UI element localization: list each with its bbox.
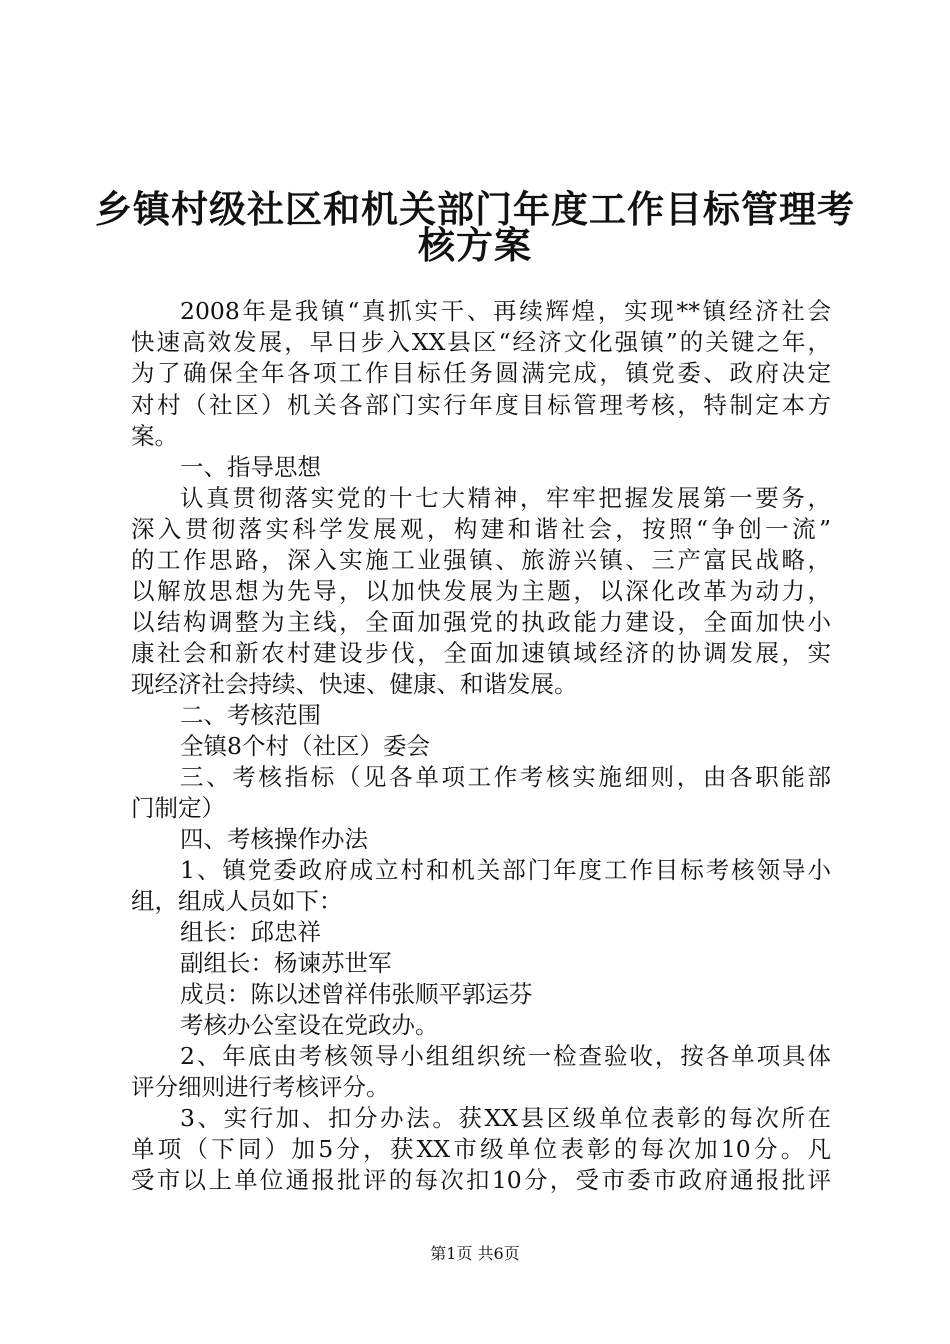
paragraph-intro-line: 对村（社区）机关各部门实行年度目标管理考核，特制定本方 [131,391,831,419]
paragraph-scope-line: 全镇8个村（社区）委会 [180,732,430,760]
section-heading-methods: 四、考核操作办法 [180,825,368,853]
office-line: 考核办公室设在党政办。 [180,1011,439,1039]
deputy-leader-line: 副组长：杨谏苏世军 [180,949,392,977]
page-number-footer: 第1页 共6页 [430,1244,520,1263]
document-title-line-1: 乡镇村级社区和机关部门年度工作目标管理考 [95,187,855,231]
paragraph-scoring-line: 受市以上单位通报批评的每次扣10分，受市委市政府通报批评 [131,1166,831,1194]
paragraph-intro-line: 快速高效发展，早日步入XX县区“经济文化强镇”的关键之年， [131,328,831,356]
paragraph-scoring-line: 单项（下同）加5分，获XX市级单位表彰的每次加10分。凡 [131,1135,831,1163]
members-line: 成员：陈以述曾祥伟张顺平郭运芬 [180,980,533,1008]
paragraph-methods-line: 1、镇党委政府成立村和机关部门年度工作目标考核领导小 [180,856,831,884]
paragraph-inspection-line: 2、年底由考核领导小组组织统一检查验收，按各单项具体 [180,1042,831,1070]
paragraph-guiding-line: 认真贯彻落实党的十七大精神，牢牢把握发展第一要务， [180,484,831,512]
document-title-line-2: 核方案 [418,223,532,267]
section-heading-indicators: 三、考核指标（见各单项工作考核实施细则，由各职能部 [180,763,831,791]
paragraph-guiding-line: 康社会和新农村建设步伐，全面加速镇域经济的协调发展，实 [131,639,831,667]
paragraph-guiding-line: 的工作思路，深入实施工业强镇、旅游兴镇、三产富民战略， [131,546,831,574]
paragraph-intro-line: 2008年是我镇“真抓实干、再续辉煌，实现**镇经济社会 [180,297,831,325]
section-heading-scope: 二、考核范围 [180,701,321,729]
paragraph-methods-line: 组，组成人员如下： [131,887,343,915]
paragraph-guiding-line: 现经济社会持续、快速、健康、和谐发展。 [131,670,578,698]
paragraph-intro-line: 为了确保全年各项工作目标任务圆满完成，镇党委、政府决定 [131,359,831,387]
group-leader-line: 组长：邱忠祥 [180,918,321,946]
section-heading-guiding-thought: 一、指导思想 [180,453,321,481]
paragraph-scoring-line: 3、实行加、扣分办法。获XX县区级单位表彰的每次所在 [180,1104,831,1132]
paragraph-inspection-line: 评分细则进行考核评分。 [131,1073,390,1101]
paragraph-guiding-line: 以解放思想为先导，以加快发展为主题，以深化改革为动力， [131,577,831,605]
paragraph-guiding-line: 以结构调整为主线，全面加强党的执政能力建设，全面加快小 [131,608,831,636]
section-heading-indicators-cont: 门制定） [131,794,225,822]
paragraph-guiding-line: 深入贯彻落实科学发展观，构建和谐社会，按照“争创一流” [131,515,831,543]
paragraph-intro-line: 案。 [131,422,178,450]
